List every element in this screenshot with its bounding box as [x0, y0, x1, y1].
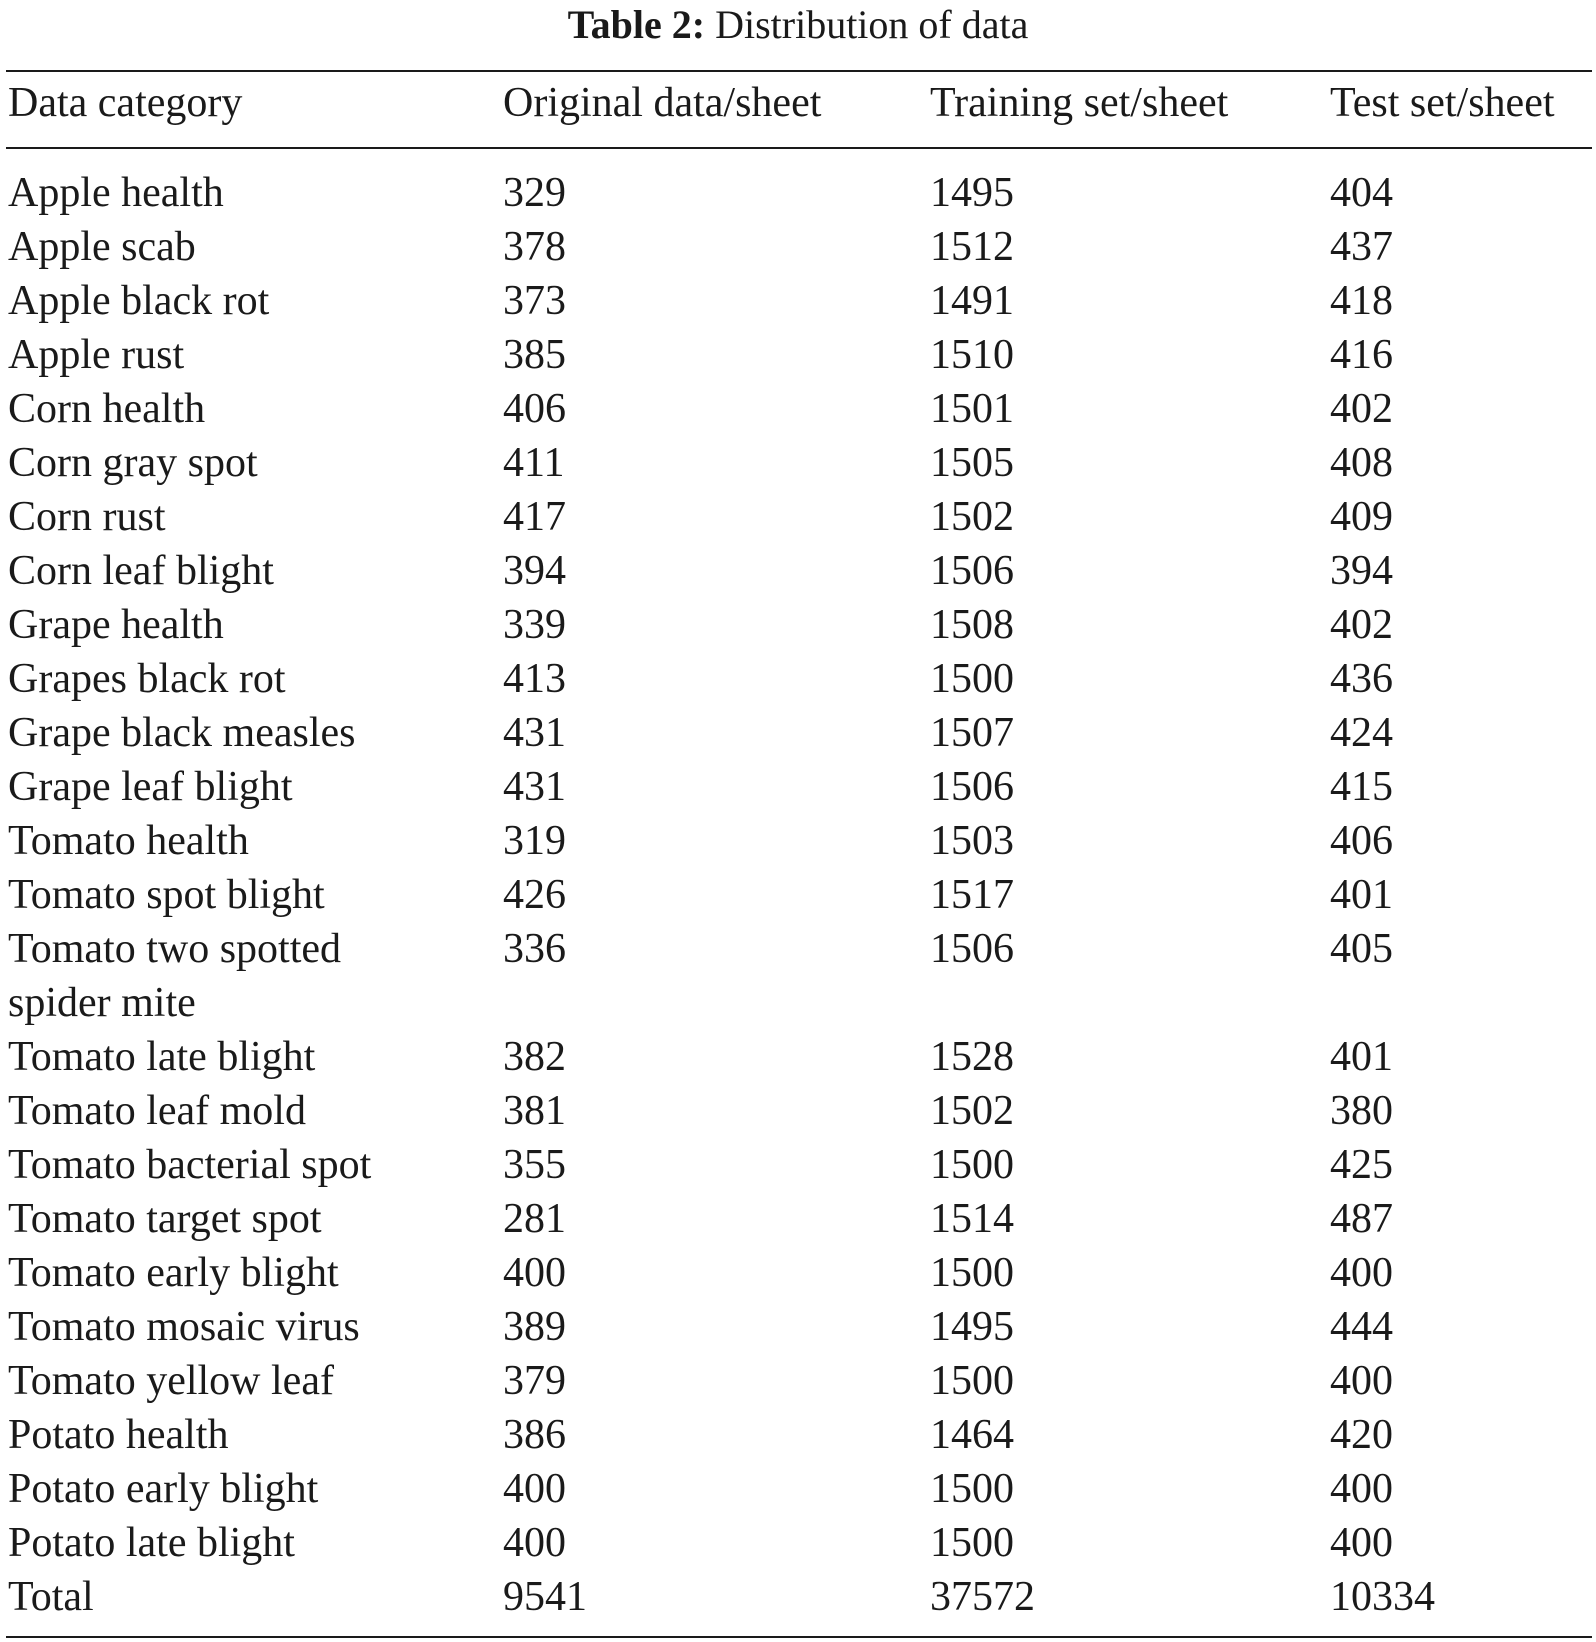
- cell-test-set: 436: [1330, 656, 1393, 702]
- table-body: [0, 166, 1596, 1624]
- header-data-category: Data category: [8, 80, 243, 126]
- cell-training-set: 1506: [930, 926, 1014, 972]
- cell-test-set: 416: [1330, 332, 1393, 378]
- header-original-data: Original data/sheet: [503, 80, 822, 126]
- cell-original-data: 406: [503, 386, 566, 432]
- cell-training-set: 1503: [930, 818, 1014, 864]
- cell-test-set: 415: [1330, 764, 1393, 810]
- table-row: [0, 436, 1596, 490]
- table-caption-label: Table 2:: [567, 2, 706, 47]
- cell-training-set: 37572: [930, 1574, 1035, 1620]
- cell-training-set: 1510: [930, 332, 1014, 378]
- table-caption: [0, 0, 1596, 50]
- cell-training-set: 1502: [930, 494, 1014, 540]
- cell-data-category: Grape health: [8, 602, 224, 648]
- cell-test-set: 409: [1330, 494, 1393, 540]
- table-row: [0, 1030, 1596, 1084]
- table-row: [0, 490, 1596, 544]
- cell-original-data: 394: [503, 548, 566, 594]
- cell-data-category: Apple black rot: [8, 278, 270, 324]
- cell-original-data: 319: [503, 818, 566, 864]
- cell-original-data: 382: [503, 1034, 566, 1080]
- table-row: [0, 706, 1596, 760]
- cell-original-data: 373: [503, 278, 566, 324]
- cell-data-category: Tomato bacterial spot: [8, 1142, 372, 1188]
- cell-test-set: 394: [1330, 548, 1393, 594]
- cell-test-set: 402: [1330, 386, 1393, 432]
- bottom-rule: [6, 1636, 1592, 1638]
- cell-original-data: 413: [503, 656, 566, 702]
- cell-test-set: 400: [1330, 1520, 1393, 1566]
- table-row: [0, 814, 1596, 868]
- table-row: [0, 922, 1596, 1030]
- cell-test-set: 437: [1330, 224, 1393, 270]
- cell-data-category: Corn gray spot: [8, 440, 258, 486]
- cell-data-category: Grape leaf blight: [8, 764, 293, 810]
- table-row: [0, 328, 1596, 382]
- cell-test-set: 10334: [1330, 1574, 1435, 1620]
- cell-data-category: Tomato mosaic virus: [8, 1304, 360, 1350]
- cell-training-set: 1500: [930, 1358, 1014, 1404]
- cell-data-category: Potato early blight: [8, 1466, 319, 1512]
- table-row: [0, 220, 1596, 274]
- cell-test-set: 418: [1330, 278, 1393, 324]
- table-row: [0, 760, 1596, 814]
- cell-data-category: Tomato two spotted spider mite: [8, 926, 342, 1026]
- cell-data-category: Apple rust: [8, 332, 185, 378]
- cell-training-set: 1512: [930, 224, 1014, 270]
- cell-training-set: 1508: [930, 602, 1014, 648]
- table-row: [0, 1084, 1596, 1138]
- cell-original-data: 386: [503, 1412, 566, 1458]
- table-caption-text: Distribution of data: [715, 2, 1029, 47]
- cell-training-set: 1491: [930, 278, 1014, 324]
- cell-training-set: 1501: [930, 386, 1014, 432]
- cell-original-data: 378: [503, 224, 566, 270]
- table-row: [0, 166, 1596, 220]
- cell-original-data: 431: [503, 764, 566, 810]
- cell-test-set: 400: [1330, 1358, 1393, 1404]
- cell-data-category: Potato health: [8, 1412, 229, 1458]
- cell-test-set: 444: [1330, 1304, 1393, 1350]
- table-row: [0, 274, 1596, 328]
- cell-data-category: Apple health: [8, 170, 224, 216]
- cell-data-category: Tomato yellow leaf: [8, 1358, 334, 1404]
- cell-training-set: 1500: [930, 656, 1014, 702]
- cell-original-data: 355: [503, 1142, 566, 1188]
- cell-original-data: 411: [503, 440, 565, 486]
- cell-training-set: 1500: [930, 1142, 1014, 1188]
- cell-test-set: 487: [1330, 1196, 1393, 1242]
- table-row: [0, 1570, 1596, 1624]
- cell-test-set: 405: [1330, 926, 1393, 972]
- cell-test-set: 420: [1330, 1412, 1393, 1458]
- cell-original-data: 426: [503, 872, 566, 918]
- cell-data-category: Grapes black rot: [8, 656, 286, 702]
- table-row: [0, 598, 1596, 652]
- cell-data-category: Grape black measles: [8, 710, 356, 756]
- cell-data-category: Tomato leaf mold: [8, 1088, 306, 1134]
- table-header-row: [0, 76, 1596, 136]
- cell-data-category: Total: [8, 1574, 94, 1620]
- cell-training-set: 1500: [930, 1520, 1014, 1566]
- cell-test-set: 406: [1330, 818, 1393, 864]
- cell-data-category: Potato late blight: [8, 1520, 295, 1566]
- cell-training-set: 1495: [930, 1304, 1014, 1350]
- table-row: [0, 1138, 1596, 1192]
- cell-data-category: Tomato health: [8, 818, 249, 864]
- header-training-set: Training set/sheet: [930, 80, 1229, 126]
- cell-test-set: 400: [1330, 1250, 1393, 1296]
- cell-data-category: Tomato early blight: [8, 1250, 339, 1296]
- table-row: [0, 544, 1596, 598]
- cell-original-data: 379: [503, 1358, 566, 1404]
- cell-test-set: 424: [1330, 710, 1393, 756]
- cell-training-set: 1502: [930, 1088, 1014, 1134]
- cell-original-data: 400: [503, 1466, 566, 1512]
- cell-original-data: 400: [503, 1250, 566, 1296]
- table-row: [0, 1462, 1596, 1516]
- table-row: [0, 1300, 1596, 1354]
- table-row: [0, 652, 1596, 706]
- table-row: [0, 1192, 1596, 1246]
- table-row: [0, 868, 1596, 922]
- table-row: [0, 1408, 1596, 1462]
- cell-data-category: Apple scab: [8, 224, 196, 270]
- cell-data-category: Tomato target spot: [8, 1196, 322, 1242]
- cell-training-set: 1505: [930, 440, 1014, 486]
- table-row: [0, 382, 1596, 436]
- cell-test-set: 401: [1330, 872, 1393, 918]
- top-rule: [6, 70, 1592, 72]
- header-rule: [6, 147, 1592, 149]
- table-row: [0, 1516, 1596, 1570]
- cell-test-set: 404: [1330, 170, 1393, 216]
- table-row: [0, 1246, 1596, 1300]
- cell-test-set: 425: [1330, 1142, 1393, 1188]
- cell-training-set: 1528: [930, 1034, 1014, 1080]
- cell-data-category: Tomato spot blight: [8, 872, 325, 918]
- cell-training-set: 1517: [930, 872, 1014, 918]
- cell-original-data: 385: [503, 332, 566, 378]
- cell-training-set: 1507: [930, 710, 1014, 756]
- header-test-set: Test set/sheet: [1330, 80, 1555, 126]
- cell-original-data: 329: [503, 170, 566, 216]
- cell-training-set: 1506: [930, 764, 1014, 810]
- cell-training-set: 1495: [930, 170, 1014, 216]
- cell-original-data: 381: [503, 1088, 566, 1134]
- cell-original-data: 417: [503, 494, 566, 540]
- table-row: [0, 1354, 1596, 1408]
- cell-training-set: 1500: [930, 1250, 1014, 1296]
- cell-data-category: Corn leaf blight: [8, 548, 274, 594]
- cell-data-category: Corn rust: [8, 494, 166, 540]
- cell-test-set: 380: [1330, 1088, 1393, 1134]
- cell-training-set: 1506: [930, 548, 1014, 594]
- cell-test-set: 400: [1330, 1466, 1393, 1512]
- cell-training-set: 1500: [930, 1466, 1014, 1512]
- cell-data-category: Corn health: [8, 386, 206, 432]
- cell-data-category: Tomato late blight: [8, 1034, 316, 1080]
- cell-original-data: 281: [503, 1196, 566, 1242]
- cell-original-data: 9541: [503, 1574, 587, 1620]
- cell-original-data: 339: [503, 602, 566, 648]
- cell-test-set: 401: [1330, 1034, 1393, 1080]
- cell-original-data: 389: [503, 1304, 566, 1350]
- cell-training-set: 1464: [930, 1412, 1014, 1458]
- cell-original-data: 400: [503, 1520, 566, 1566]
- cell-test-set: 402: [1330, 602, 1393, 648]
- cell-original-data: 431: [503, 710, 566, 756]
- cell-training-set: 1514: [930, 1196, 1014, 1242]
- cell-test-set: 408: [1330, 440, 1393, 486]
- cell-original-data: 336: [503, 926, 566, 972]
